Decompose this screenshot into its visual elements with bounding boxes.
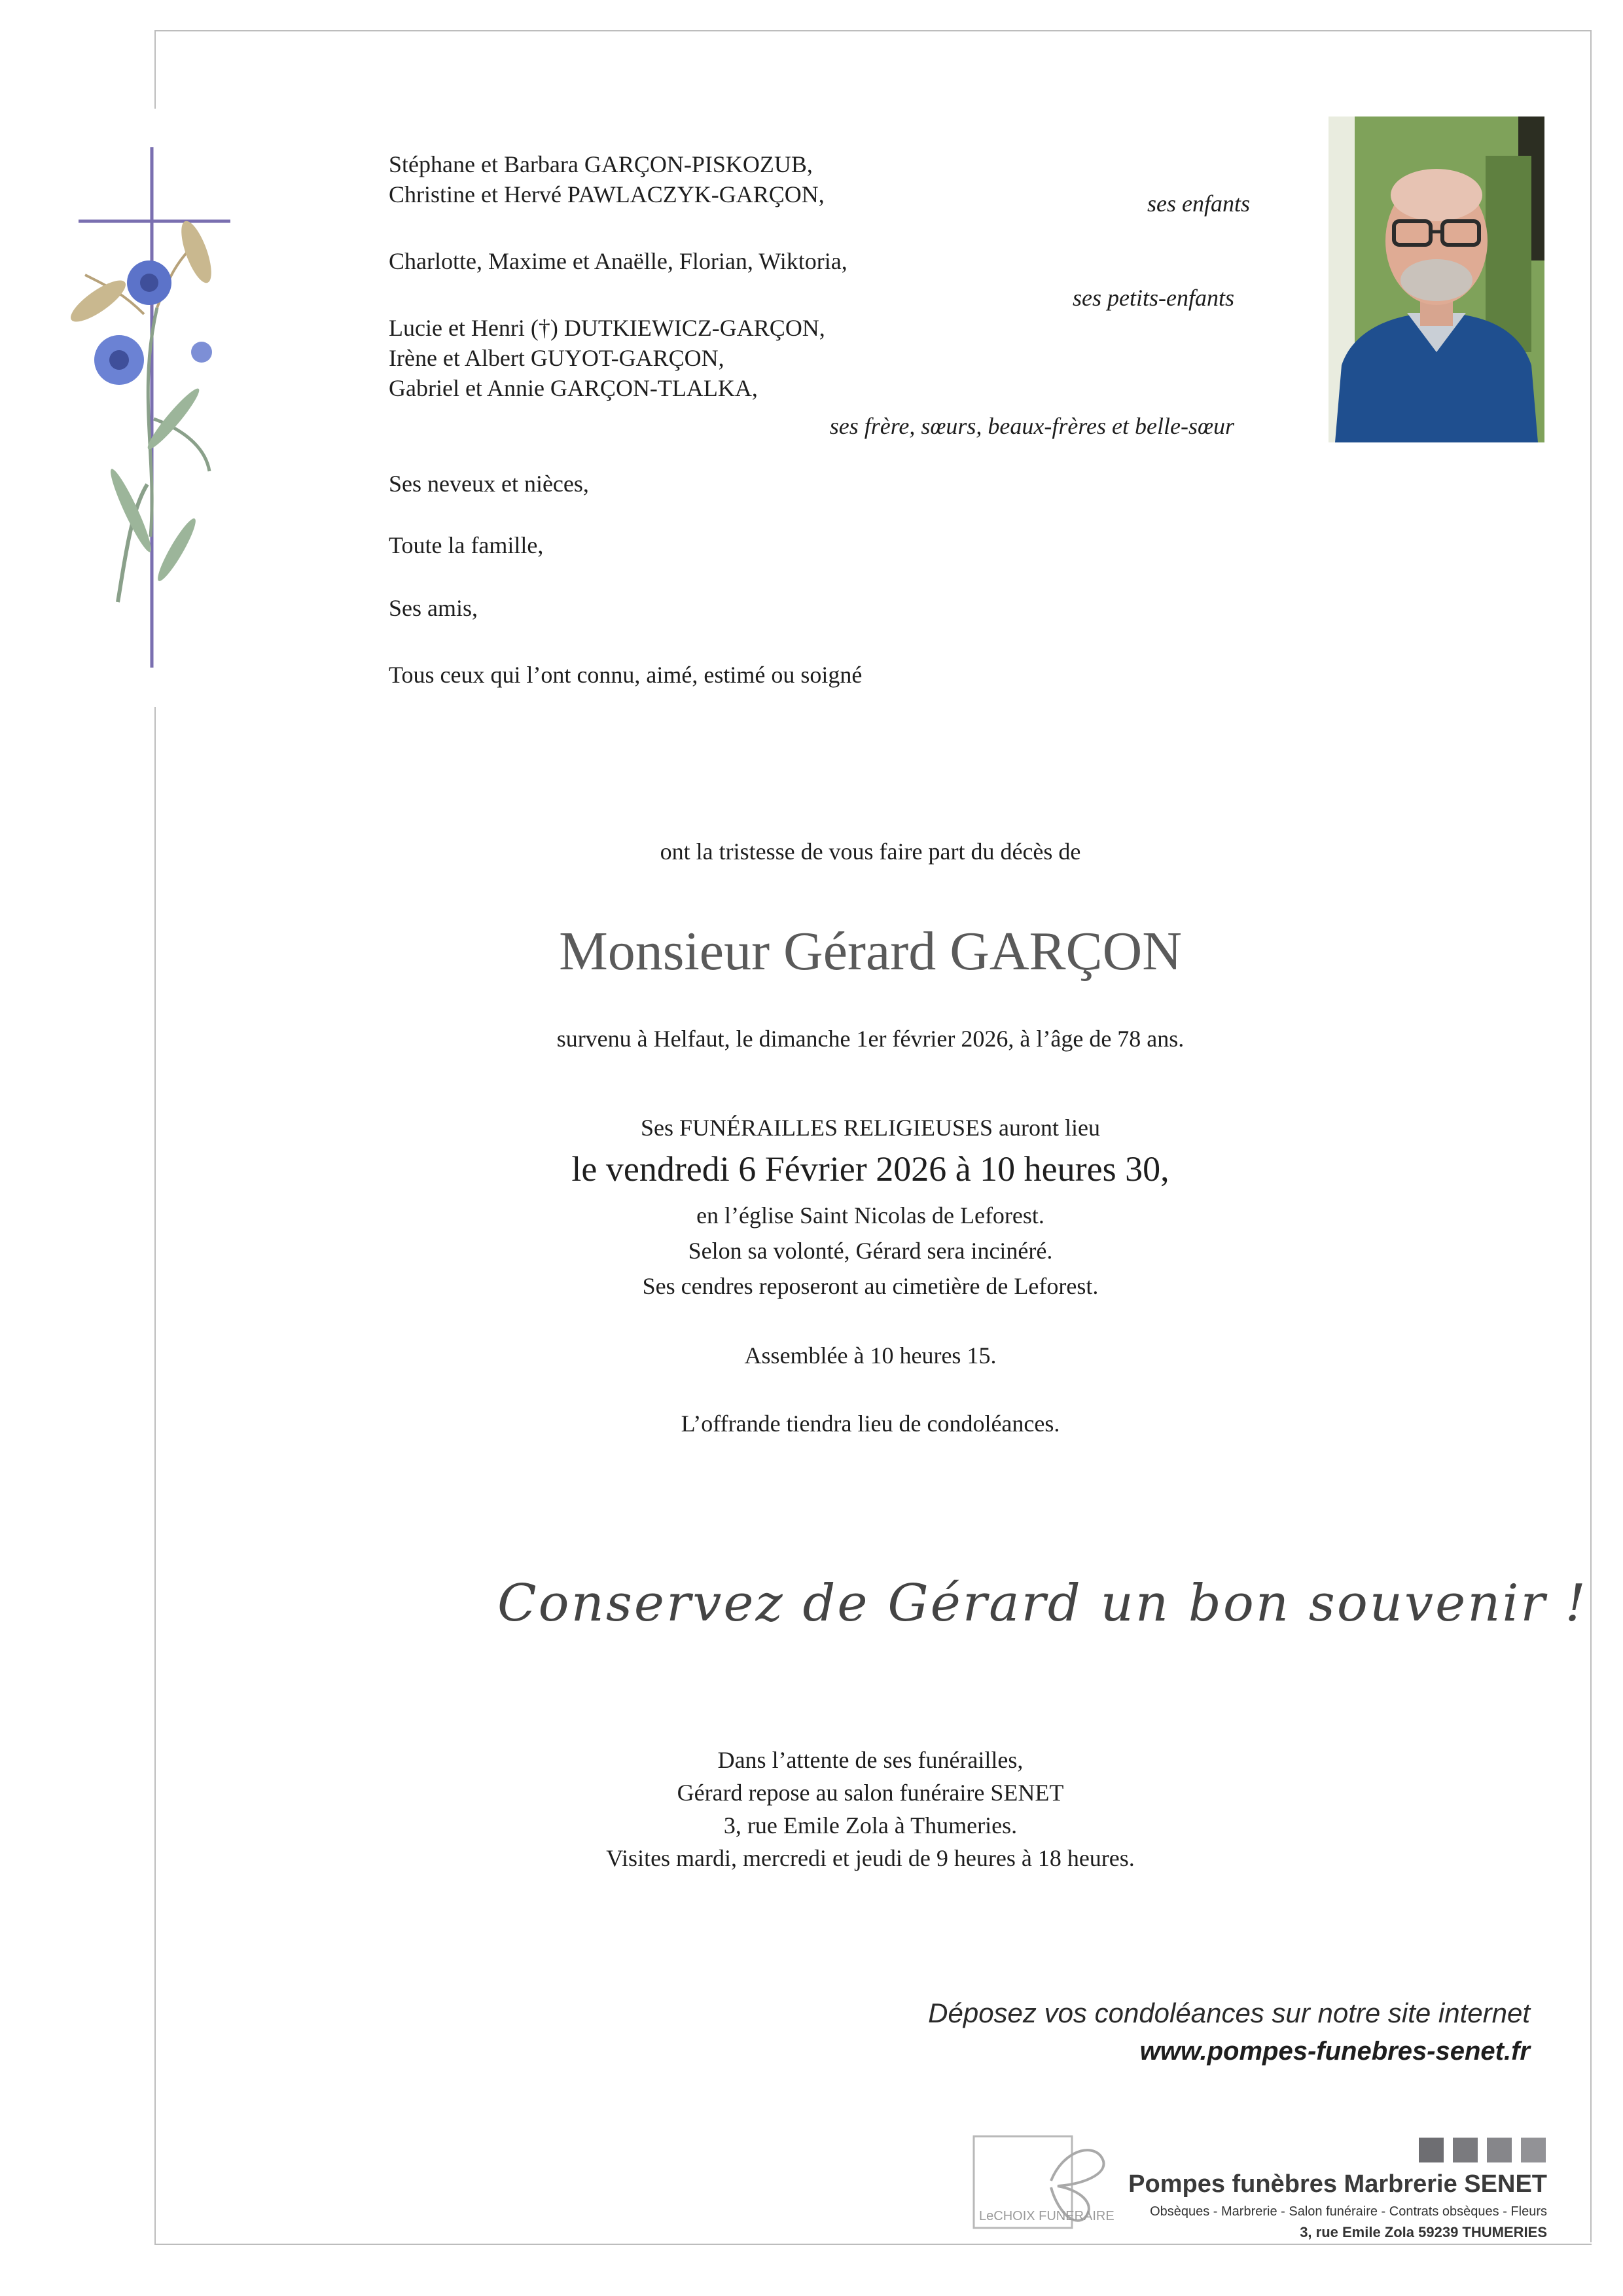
family-children-line-1: Stéphane et Barbara GARÇON-PISKOZUB, (389, 151, 813, 177)
relation-grandchildren: ses petits-enfants (1073, 285, 1234, 311)
family-nephews: Ses neveux et nièces, (389, 471, 589, 497)
butterfly-logo-icon (972, 2135, 1130, 2231)
relation-siblings: ses frère, sœurs, beaux-frères et belle-sœur (829, 413, 1234, 439)
condolences-text: Déposez vos condoléances sur notre site internet (928, 1998, 1530, 2028)
company-name: Pompes funèbres Marbrerie SENET (1128, 2170, 1547, 2198)
death-details: survenu à Helfaut, le dimanche 1er février 2026, à l’âge de 78 ans. (556, 1026, 1185, 1052)
deceased-name: Monsieur Gérard GARÇON (559, 921, 1182, 982)
condolences-url[interactable]: www.pompes-funebres-senet.fr (1139, 2037, 1530, 2066)
announcement-intro: ont la tristesse de vous faire part du décès de (660, 838, 1081, 865)
deceased-photo (1329, 117, 1544, 442)
family-siblings-line-2: Irène et Albert GUYOT-GARÇON, (389, 345, 724, 371)
family-grandchildren-line: Charlotte, Maxime et Anaëlle, Florian, Wiktoria, (389, 248, 847, 274)
company-address: 3, rue Emile Zola 59239 THUMERIES (1300, 2224, 1547, 2240)
family-siblings-line-1: Lucie et Henri (†) DUTKIEWICZ-GARÇON, (389, 315, 825, 341)
frame-border-bottom (154, 2244, 1592, 2245)
funeral-cremation: Selon sa volonté, Gérard sera incinéré. (688, 1238, 1053, 1264)
frame-border-left-top (154, 30, 156, 109)
frame-border-top (154, 30, 1592, 31)
brand-square (1487, 2138, 1512, 2162)
brand-square (1521, 2138, 1546, 2162)
relation-children: ses enfants (1147, 190, 1250, 217)
company-tagline: Obsèques - Marbrerie - Salon funéraire - Contrats obsèques - Fleurs (1150, 2204, 1547, 2219)
visitation-line-2: Gérard repose au salon funéraire SENET (677, 1780, 1064, 1806)
family-whole-family: Toute la famille, (389, 532, 544, 558)
funeral-ashes: Ses cendres reposeront au cimetière de Leforest. (642, 1273, 1099, 1299)
brand-square (1419, 2138, 1444, 2162)
family-all-who-knew: Tous ceux qui l’ont connu, aimé, estimé ou soigné (389, 662, 863, 688)
funeral-church: en l’église Saint Nicolas de Leforest. (696, 1202, 1044, 1229)
cross-with-flowers-icon (59, 144, 242, 681)
funeral-assembly: Assemblée à 10 heures 15. (744, 1342, 997, 1369)
memory-phrase: Conservez de Gérard un bon souvenir ! (497, 1574, 1588, 1633)
funeral-offering: L’offrande tiendra lieu de condoléances. (681, 1410, 1060, 1437)
funeral-date: le vendredi 6 Février 2026 à 10 heures 30, (571, 1149, 1169, 1189)
family-siblings-line-3: Gabriel et Annie GARÇON-TLALKA, (389, 375, 758, 401)
brand-squares (1419, 2138, 1555, 2166)
logo-text: LeCHOIX FUNERAIRE (979, 2209, 1115, 2223)
visitation-line-4: Visites mardi, mercredi et jeudi de 9 heures à 18 heures. (606, 1845, 1135, 1871)
brand-square (1453, 2138, 1478, 2162)
family-friends: Ses amis, (389, 595, 478, 621)
visitation-line-3: 3, rue Emile Zola à Thumeries. (723, 1812, 1018, 1839)
family-children-line-2: Christine et Hervé PAWLACZYK-GARÇON, (389, 181, 825, 207)
funeral-intro: Ses FUNÉRAILLES RELIGIEUSES auront lieu (641, 1115, 1100, 1141)
visitation-line-1: Dans l’attente de ses funérailles, (717, 1747, 1024, 1773)
